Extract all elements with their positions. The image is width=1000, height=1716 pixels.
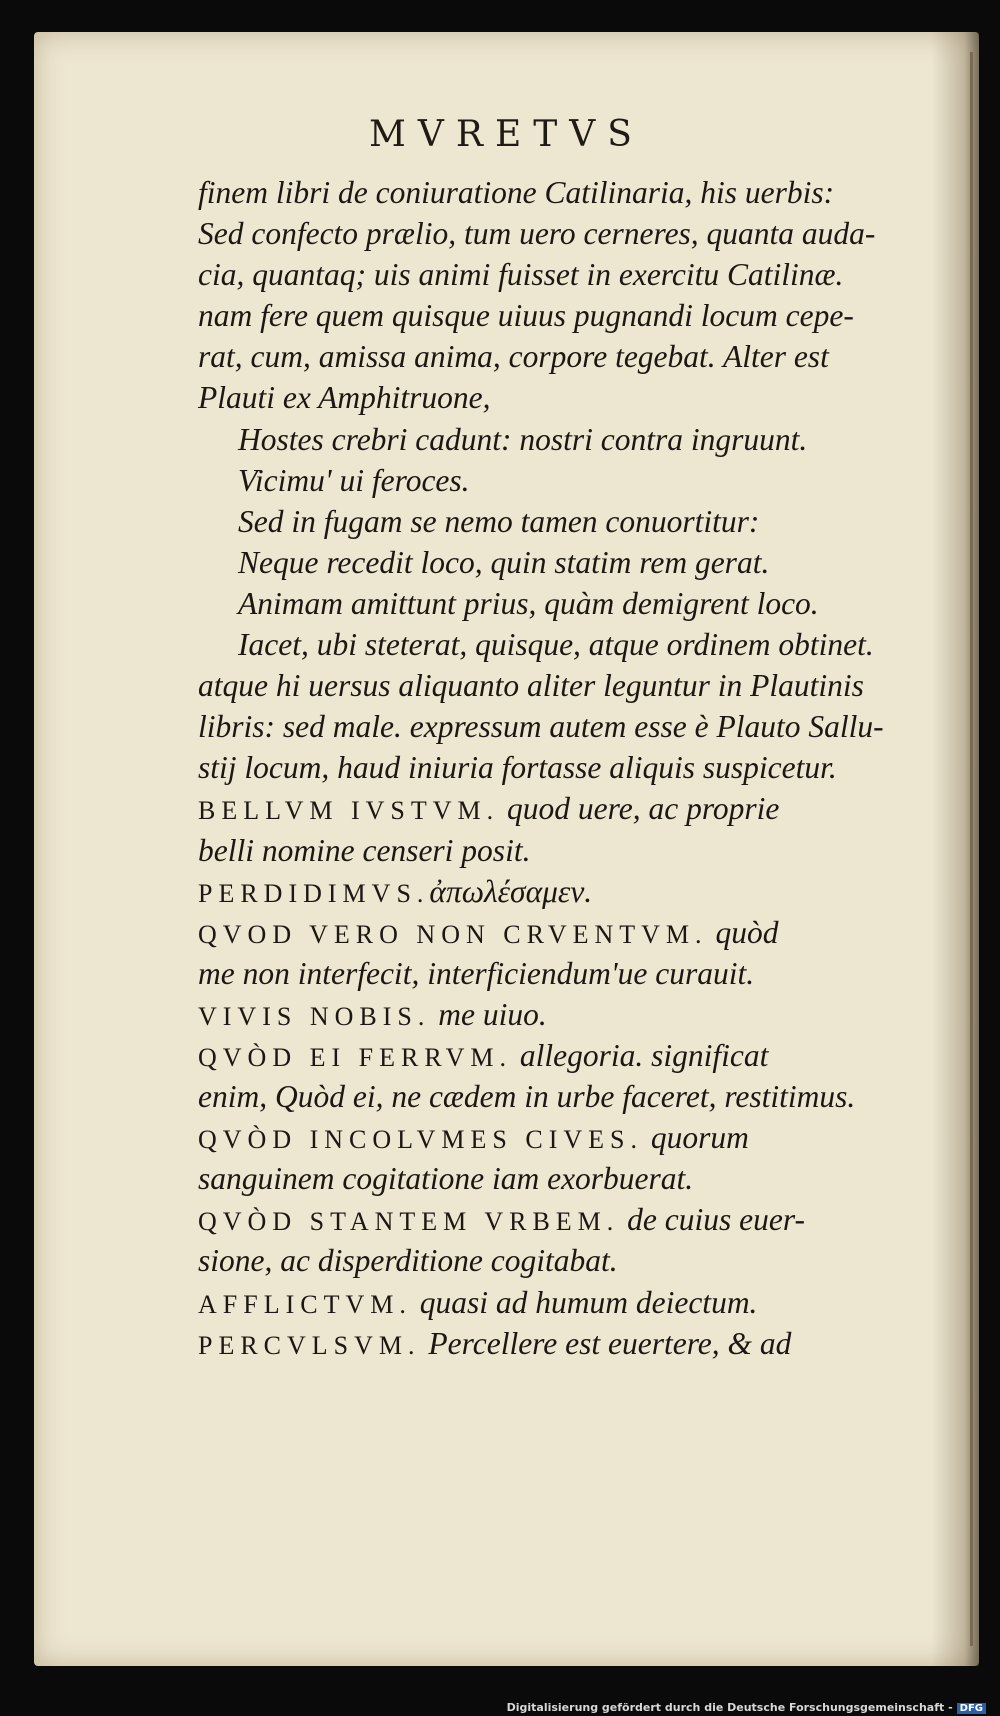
text-line — [198, 336, 998, 377]
running-head: MVRETVS — [369, 114, 644, 155]
text-line — [198, 1240, 998, 1281]
lemma-heading: QVOD VERO NON CRVENTVM. — [198, 919, 708, 949]
line-text: finem libri de coniuratione Catilinaria, his uerbis: — [198, 175, 835, 210]
lemma-line — [198, 1035, 998, 1076]
body-text — [198, 172, 998, 1364]
lemma-line — [198, 1323, 998, 1364]
line-text: cia, quantaq; uis animi fuisset in exercitu Catilinæ. — [198, 257, 844, 293]
lemma-heading: AFFLICTVM. — [198, 1289, 412, 1319]
lemma-heading: QVÒD EI FERRVM. — [198, 1042, 512, 1072]
lemma-heading: PERDIDIMVS. — [198, 878, 430, 908]
lemma-line — [198, 788, 998, 829]
line-text: Sed in fugam se nemo tamen conuortitur: — [238, 503, 760, 539]
line-text: de cuius euer- — [619, 1202, 805, 1238]
text-line — [198, 665, 998, 706]
lemma-heading: VIVIS NOBIS. — [198, 1001, 431, 1031]
line-text: Hostes crebri cadunt: nostri contra ingruunt. — [238, 421, 808, 457]
verse-line — [198, 624, 998, 665]
line-text: Sed confecto prælio, tum uero cerneres, quanta auda- — [198, 216, 876, 252]
lemma-line — [198, 994, 998, 1035]
line-text: Neque recedit loco, quin statim rem gerat. — [238, 544, 770, 580]
lemma-heading: QVÒD STANTEM VRBEM. — [198, 1207, 620, 1237]
verse-line — [198, 419, 998, 460]
line-text: rat, cum, amissa anima, corpore tegebat. Alter est — [198, 339, 829, 375]
line-text: Plauti ex Amphitruone, — [198, 380, 491, 416]
lemma-line — [198, 1117, 998, 1158]
text-line — [198, 172, 998, 213]
line-text: me non interfecit, interficiendum'ue curauit. — [198, 955, 755, 991]
line-text: libris: sed male. expressum autem esse è Plauto Sallu- — [198, 709, 884, 745]
lemma-line — [198, 871, 998, 912]
line-text: quorum — [643, 1120, 749, 1156]
line-text: sanguinem cogitatione iam exorbuerat. — [198, 1161, 694, 1197]
verse-line — [198, 501, 998, 542]
text-line — [198, 213, 998, 254]
line-text: atque hi uersus aliquanto aliter leguntur in Plautinis — [198, 668, 864, 704]
line-text: Percellere est euertere, & ad — [420, 1325, 792, 1361]
line-text: me uiuo. — [430, 996, 547, 1032]
line-text: belli nomine censeri posit. — [198, 832, 531, 868]
line-text: ἀπωλέσαμεν. — [429, 873, 593, 909]
text-line — [198, 295, 998, 336]
line-text: Animam amittunt prius, quàm demigrent loco. — [238, 585, 819, 621]
line-text: Iacet, ubi steterat, quisque, atque ordinem obtinet. — [238, 627, 874, 663]
lemma-heading: QVÒD INCOLVMES CIVES. — [198, 1125, 644, 1155]
line-text: enim, Quòd ei, ne cædem in urbe faceret, restitimus. — [198, 1079, 856, 1115]
verse-line — [198, 542, 998, 583]
lemma-line — [198, 1199, 998, 1240]
line-text: quasi ad humum deiectum. — [411, 1284, 758, 1320]
text-line — [198, 953, 998, 994]
verse-line — [198, 583, 998, 624]
line-text: allegoria. significat — [511, 1037, 769, 1073]
line-text: stij locum, haud iniuria fortasse aliquis suspicetur. — [198, 750, 837, 786]
lemma-line — [198, 1282, 998, 1323]
verse-line — [198, 460, 998, 501]
text-line — [198, 1158, 998, 1199]
line-text: quòd — [707, 914, 779, 950]
lemma-heading: BELLVM IVSTVM. — [198, 796, 500, 826]
line-text: sione, ac disperditione cogitabat. — [198, 1243, 618, 1279]
text-line — [198, 747, 998, 788]
line-text: Vicimu' ui feroces. — [238, 462, 470, 498]
book-page — [34, 32, 979, 1666]
lemma-heading: PERCVLSVM. — [198, 1330, 421, 1360]
lemma-line — [198, 912, 998, 953]
digitization-credit — [507, 1701, 986, 1714]
line-text: quod uere, ac proprie — [499, 791, 780, 827]
text-line — [198, 830, 998, 871]
line-text: nam fere quem quisque uiuus pugnandi locum cepe- — [198, 298, 854, 334]
credit-text: Digitalisierung gefördert durch die Deutsche Forschungsgemeinschaft - — [506, 1701, 953, 1714]
text-line — [198, 706, 998, 747]
text-line — [198, 1076, 998, 1117]
dfg-logo: DFG — [957, 1703, 986, 1714]
text-line — [198, 377, 998, 418]
text-line — [198, 254, 998, 295]
